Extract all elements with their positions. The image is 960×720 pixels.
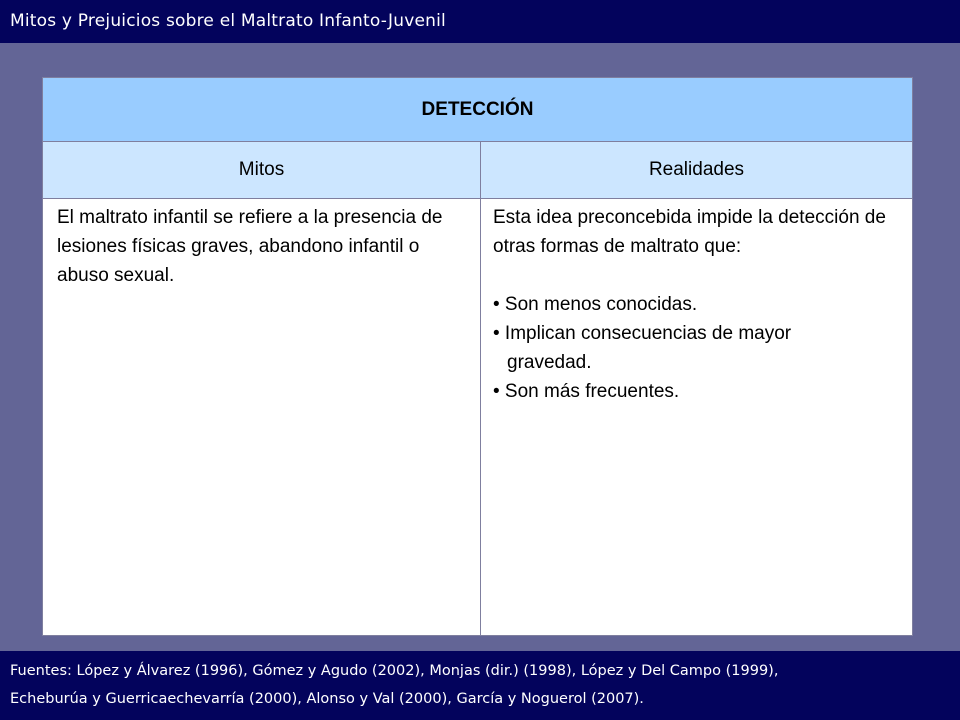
reality-cell <box>481 199 912 635</box>
reality-bullet: • Implican consecuencias de mayor <box>493 323 792 344</box>
sources-line-1: Fuentes: López y Álvarez (1996), Gómez y Agudo (2002), Monjas (dir.) (1998), López y Del Campo (1999), <box>10 663 779 679</box>
slide-title: Mitos y Prejuicios sobre el Maltrato Infanto-Juvenil <box>0 0 960 43</box>
reality-bullet-continuation: gravedad. <box>507 352 592 373</box>
myth-text: El maltrato infantil se refiere a la presencia de lesiones físicas graves, abandono infantil o abuso sexual. <box>57 207 443 286</box>
reality-bullet: • Son más frecuentes. <box>493 381 680 402</box>
column-header-mitos: Mitos <box>43 142 481 199</box>
myth-cell <box>43 199 481 635</box>
reality-bullet: • Son menos conocidas. <box>493 294 698 315</box>
sources-line-2: Echeburúa y Guerricaechevarría (2000), Alonso y Val (2000), García y Noguerol (2007). <box>10 691 644 707</box>
table-header: DETECCIÓN <box>43 78 912 142</box>
column-header-realidades: Realidades <box>481 142 912 199</box>
spacer <box>493 261 902 290</box>
reality-intro: Esta idea preconcebida impide la detección de otras formas de maltrato que: <box>493 207 886 257</box>
sources-footer <box>0 651 960 720</box>
myths-table <box>42 77 913 636</box>
